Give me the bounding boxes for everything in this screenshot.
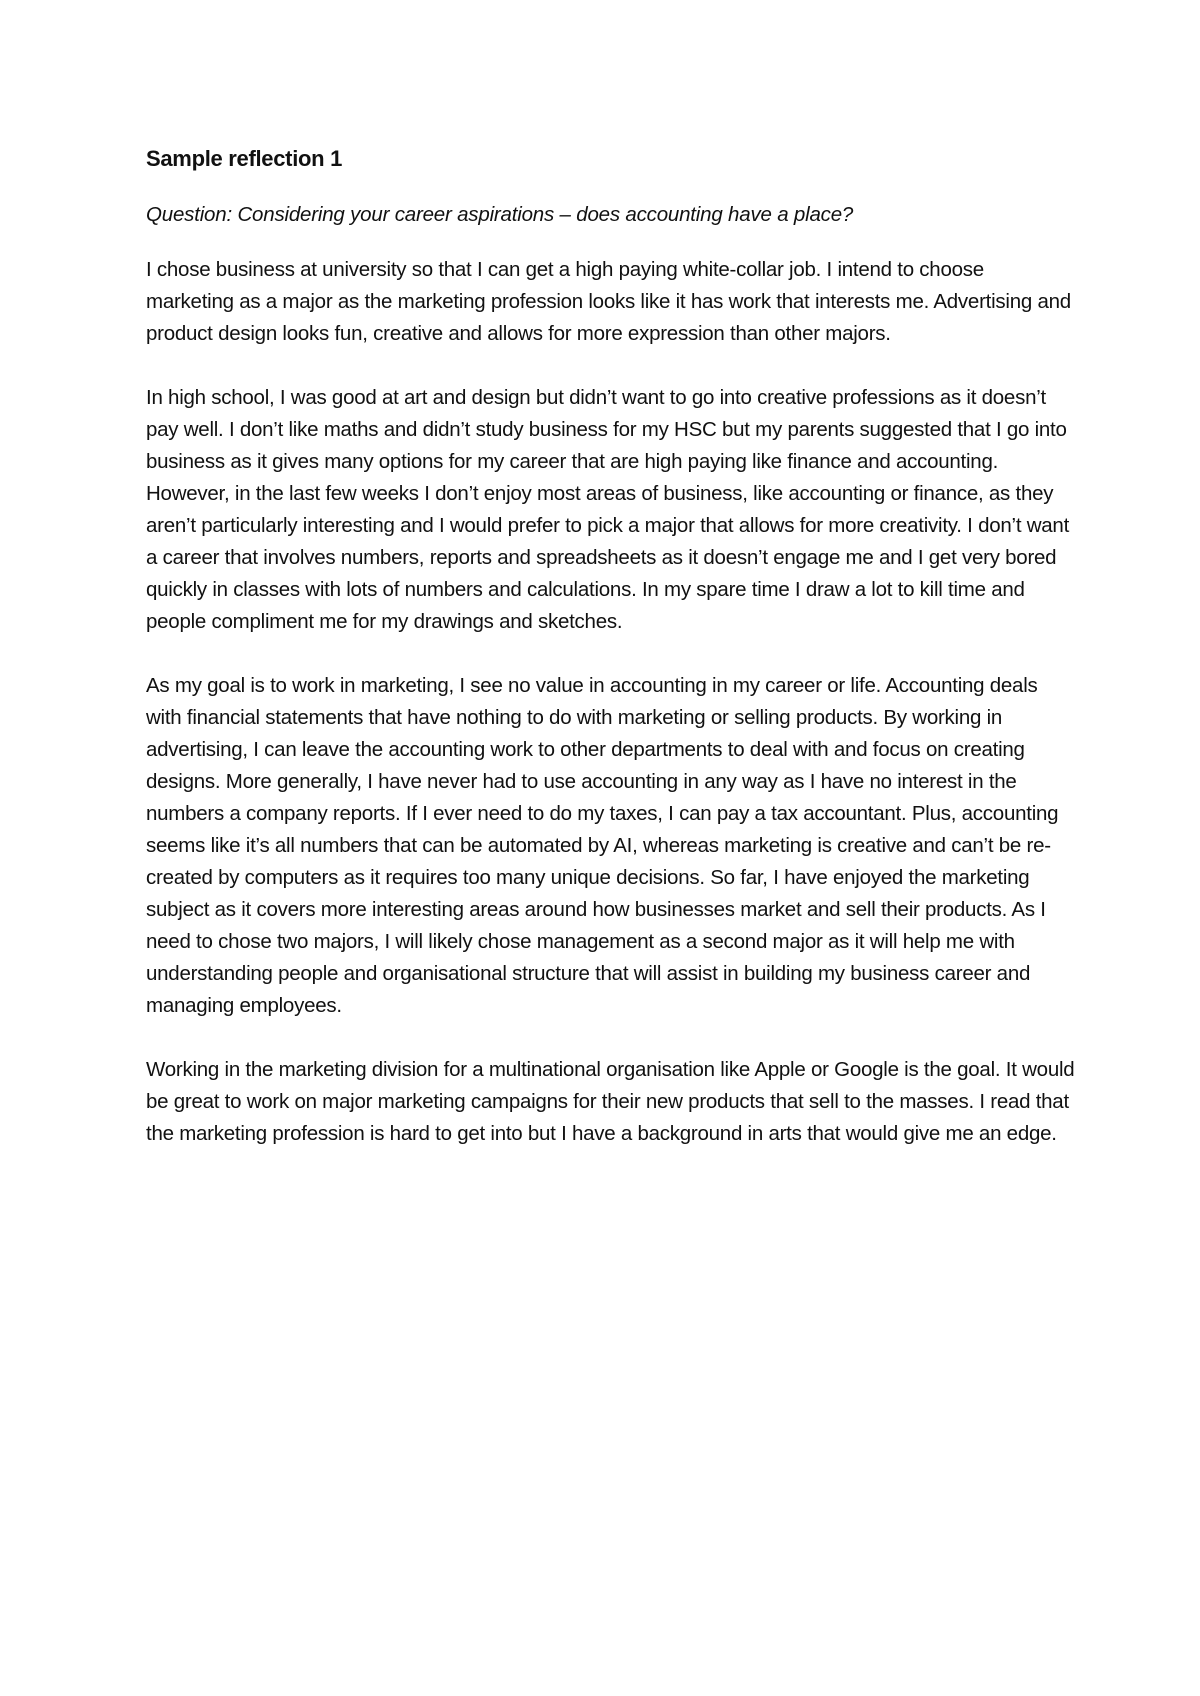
document-title: Sample reflection 1 xyxy=(146,146,343,171)
paragraph-accounting-value: As my goal is to work in marketing, I see no value in accounting in my career or life. Accounting deals with financial statements that have nothing to do with marketing or selling products. By working in advertising, I can leave the accounting work to other departments to deal with and focus on creating designs. More generally, I have never had to use accounting in any way as I have no interest in the numbers a company reports. If I ever need to do my taxes, I can pay a tax accountant. Plus, accounting seems like it’s all numbers that can be automated by AI, whereas marketing is creative and can’t be re-created by computers as it requires too many unique decisions. So far, I have enjoyed the marketing subject as it covers more interesting areas around how businesses market and sell their products. As I need to chose two majors, I will likely chose management as a second major as it will help me with understanding people and organisational structure that will assist in building my business career and managing employees. xyxy=(146,674,1059,1017)
paragraph-background: In high school, I was good at art and design but didn’t want to go into creative professions as it doesn’t pay well. I don’t like maths and didn’t study business for my HSC but my parents suggested that I go into business as it gives many options for my career that are high paying like finance and accounting. However, in the last few weeks I don’t enjoy most areas of business, like accounting or finance, as they aren’t particularly interesting and I would prefer to pick a major that allows for more creativity. I don’t want a career that involves numbers, reports and spreadsheets as it doesn’t engage me and I get very bored quickly in classes with lots of numbers and calculations. In my spare time I draw a lot to kill time and people compliment me for my drawings and sketches. xyxy=(146,386,1070,633)
paragraph-goal: Working in the marketing division for a multinational organisation like Apple or Google is the goal. It would be great to work on major marketing campaigns for their new products that sell to the masses. I read that the marketing profession is hard to get into but I have a background in arts that would give me an edge. xyxy=(146,1058,1075,1145)
paragraph-career-choice: I chose business at university so that I can get a high paying white-collar job. I intend to choose marketing as a major as the marketing profession looks like it has work that interests me. Advertising and product design looks fun, creative and allows for more expression than other majors. xyxy=(146,258,1071,345)
document-body xyxy=(146,143,1076,1182)
reflection-question: Question: Considering your career aspirations – does accounting have a place? xyxy=(146,203,854,226)
